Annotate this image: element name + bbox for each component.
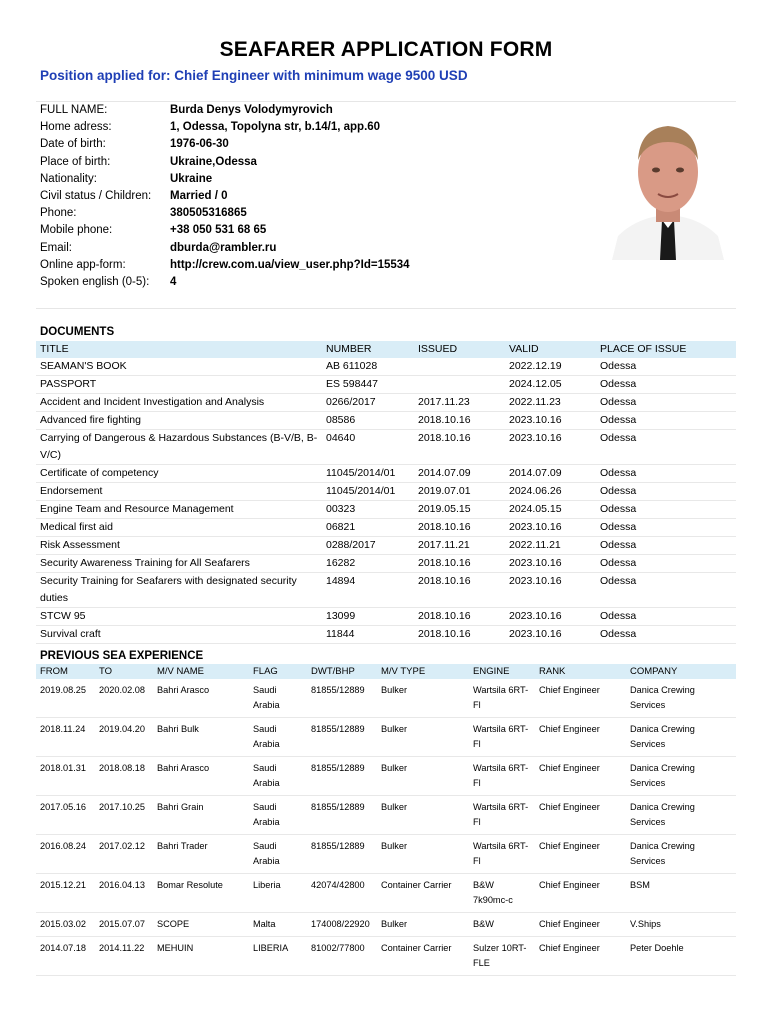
experience-cell: BSM <box>626 874 736 913</box>
experience-cell: 2017.05.16 <box>36 796 95 835</box>
document-cell: 2019.07.01 <box>414 483 505 501</box>
document-cell: 2018.10.16 <box>414 430 505 465</box>
experience-cell: Chief Engineer <box>535 913 626 937</box>
document-cell: Odessa <box>596 394 736 412</box>
document-cell: Odessa <box>596 465 736 483</box>
experience-cell: Danica Crewing Services <box>626 718 736 757</box>
experience-cell: Bomar Resolute <box>153 874 249 913</box>
experience-cell: B&W 7k90mc-c <box>469 874 535 913</box>
experience-cell: Malta <box>249 913 307 937</box>
form-title: SEAFARER APPLICATION FORM <box>219 38 553 61</box>
experience-cell: 2015.03.02 <box>36 913 95 937</box>
experience-cell: Bulker <box>377 718 469 757</box>
experience-column-header: FROM <box>36 664 95 679</box>
personal-label: Place of birth: <box>40 155 111 168</box>
personal-value: 380505316865 <box>170 207 247 220</box>
experience-header-row <box>36 664 736 679</box>
personal-info-section <box>36 101 736 309</box>
personal-label: FULL NAME: <box>40 104 108 116</box>
document-cell: Certificate of competency <box>36 465 322 483</box>
personal-value: Ukraine <box>170 172 213 185</box>
personal-value: +38 050 531 68 65 <box>170 224 267 237</box>
experience-cell: Container Carrier <box>377 874 469 913</box>
experience-cell: Bulker <box>377 796 469 835</box>
experience-row <box>36 679 736 718</box>
experience-cell: Chief Engineer <box>535 835 626 874</box>
document-cell: PASSPORT <box>36 376 322 394</box>
document-cell: 2018.10.16 <box>414 519 505 537</box>
document-cell: Survival craft <box>36 626 322 644</box>
experience-column-header: DWT/BHP <box>307 664 377 679</box>
personal-value: 1976-06-30 <box>170 138 229 151</box>
experience-cell: Bahri Grain <box>153 796 249 835</box>
document-cell: 2024.05.15 <box>505 501 596 519</box>
personal-label: Mobile phone: <box>40 224 113 237</box>
experience-cell: Wartsila 6RT-Fl <box>469 796 535 835</box>
document-cell: 2023.10.16 <box>505 430 596 465</box>
documents-table <box>36 341 736 644</box>
document-cell: 2017.11.23 <box>414 394 505 412</box>
experience-cell: 81855/12889 <box>307 718 377 757</box>
experience-cell: B&W <box>469 913 535 937</box>
document-cell: Odessa <box>596 483 736 501</box>
experience-cell: Saudi Arabia <box>249 835 307 874</box>
experience-row <box>36 757 736 796</box>
document-cell: Carrying of Dangerous & Hazardous Substances (B-V/B, B-V/C) <box>36 430 322 465</box>
experience-cell: Chief Engineer <box>535 796 626 835</box>
experience-cell: Chief Engineer <box>535 718 626 757</box>
experience-cell: Peter Doehle <box>626 937 736 976</box>
document-cell: 2023.10.16 <box>505 519 596 537</box>
document-cell: 11844 <box>322 626 414 644</box>
personal-value: 1, Odessa, Topolyna str, b.14/1, app.60 <box>170 121 381 134</box>
applicant-portrait-icon <box>604 108 732 260</box>
experience-cell: SCOPE <box>153 913 249 937</box>
experience-cell: Danica Crewing Services <box>626 796 736 835</box>
personal-value: Burda Denys Volodymyrovich <box>170 104 333 116</box>
document-cell: 00323 <box>322 501 414 519</box>
experience-cell: 42074/42800 <box>307 874 377 913</box>
document-cell: 2023.10.16 <box>505 626 596 644</box>
document-row <box>36 394 736 412</box>
experience-cell: Danica Crewing Services <box>626 757 736 796</box>
document-row <box>36 537 736 555</box>
position-applied: Position applied for: Chief Engineer with minimum wage 9500 USD <box>40 68 468 83</box>
personal-value: http://crew.com.ua/view_user.php?Id=15534 <box>170 258 410 271</box>
document-cell: Odessa <box>596 519 736 537</box>
document-cell: Odessa <box>596 412 736 430</box>
document-cell: Odessa <box>596 376 736 394</box>
document-cell: Accident and Incident Investigation and Analysis <box>36 394 322 412</box>
experience-column-header: M/V TYPE <box>377 664 469 679</box>
experience-column-header: M/V NAME <box>153 664 249 679</box>
experience-cell: 81002/77800 <box>307 937 377 976</box>
document-cell: Engine Team and Resource Management <box>36 501 322 519</box>
experience-cell: Bulker <box>377 757 469 796</box>
document-cell: 2023.10.16 <box>505 573 596 608</box>
personal-value: dburda@rambler.ru <box>170 241 277 254</box>
experience-row <box>36 835 736 874</box>
personal-label: Date of birth: <box>40 138 106 151</box>
document-cell: SEAMAN'S BOOK <box>36 358 322 376</box>
experience-cell: Saudi Arabia <box>249 718 307 757</box>
document-cell: Risk Assessment <box>36 537 322 555</box>
document-cell: 2018.10.16 <box>414 412 505 430</box>
personal-label: Home adress: <box>40 121 112 134</box>
documents-header-row <box>36 341 736 358</box>
document-cell: Odessa <box>596 573 736 608</box>
document-cell: 2017.11.21 <box>414 537 505 555</box>
experience-cell: Danica Crewing Services <box>626 679 736 718</box>
document-cell: AB 611028 <box>322 358 414 376</box>
document-row <box>36 555 736 573</box>
document-cell: 0266/2017 <box>322 394 414 412</box>
experience-cell: 174008/22920 <box>307 913 377 937</box>
documents-column-header: PLACE OF ISSUE <box>596 341 736 358</box>
experience-cell: 2015.12.21 <box>36 874 95 913</box>
experience-cell: Wartsila 6RT-Fl <box>469 718 535 757</box>
document-cell: Odessa <box>596 555 736 573</box>
personal-label: Spoken english (0-5): <box>40 276 150 288</box>
experience-column-header: ENGINE <box>469 664 535 679</box>
document-cell: Odessa <box>596 626 736 644</box>
personal-label: Phone: <box>40 207 77 220</box>
document-cell: Security Training for Seafarers with designated security duties <box>36 573 322 608</box>
experience-cell: 2014.11.22 <box>95 937 153 976</box>
document-row <box>36 519 736 537</box>
experience-cell: Chief Engineer <box>535 757 626 796</box>
experience-cell: 2019.04.20 <box>95 718 153 757</box>
experience-cell: 81855/12889 <box>307 796 377 835</box>
experience-cell: 2015.07.07 <box>95 913 153 937</box>
document-cell: 2022.11.23 <box>505 394 596 412</box>
document-cell: 2018.10.16 <box>414 608 505 626</box>
experience-cell: Container Carrier <box>377 937 469 976</box>
experience-cell: Bahri Trader <box>153 835 249 874</box>
experience-cell: Liberia <box>249 874 307 913</box>
document-cell: Odessa <box>596 537 736 555</box>
experience-cell: LIBERIA <box>249 937 307 976</box>
document-cell <box>414 376 505 394</box>
experience-cell: 81855/12889 <box>307 757 377 796</box>
documents-column-header: ISSUED <box>414 341 505 358</box>
document-row <box>36 626 736 644</box>
document-cell: Odessa <box>596 501 736 519</box>
document-cell: 2018.10.16 <box>414 626 505 644</box>
document-cell: Advanced fire fighting <box>36 412 322 430</box>
experience-cell: MEHUIN <box>153 937 249 976</box>
experience-cell: Bahri Arasco <box>153 757 249 796</box>
experience-title: PREVIOUS SEA EXPERIENCE <box>40 650 204 662</box>
document-cell: 2014.07.09 <box>505 465 596 483</box>
experience-row <box>36 796 736 835</box>
experience-cell: Wartsila 6RT-Fl <box>469 757 535 796</box>
document-cell: 2022.11.21 <box>505 537 596 555</box>
applicant-photo <box>604 108 732 260</box>
experience-cell: 2018.01.31 <box>36 757 95 796</box>
document-cell: 2018.10.16 <box>414 573 505 608</box>
experience-cell: 2016.04.13 <box>95 874 153 913</box>
document-cell: 16282 <box>322 555 414 573</box>
personal-value: 4 <box>170 276 177 288</box>
documents-column-header: VALID <box>505 341 596 358</box>
experience-cell: Wartsila 6RT-Fl <box>469 679 535 718</box>
document-cell: Odessa <box>596 430 736 465</box>
experience-cell: Danica Crewing Services <box>626 835 736 874</box>
experience-cell: Saudi Arabia <box>249 796 307 835</box>
document-row <box>36 501 736 519</box>
document-row <box>36 465 736 483</box>
document-cell: 2024.12.05 <box>505 376 596 394</box>
experience-cell: 2016.08.24 <box>36 835 95 874</box>
experience-cell: 2018.08.18 <box>95 757 153 796</box>
experience-cell: Bahri Bulk <box>153 718 249 757</box>
document-cell: Endorsement <box>36 483 322 501</box>
experience-table <box>36 664 736 976</box>
experience-cell: 2020.02.08 <box>95 679 153 718</box>
document-cell: 2023.10.16 <box>505 608 596 626</box>
document-cell: 0288/2017 <box>322 537 414 555</box>
experience-column-header: RANK <box>535 664 626 679</box>
experience-row <box>36 937 736 976</box>
documents-title: DOCUMENTS <box>40 326 115 338</box>
personal-label: Email: <box>40 241 72 254</box>
document-cell: Medical first aid <box>36 519 322 537</box>
personal-value: Married / 0 <box>170 190 228 202</box>
document-cell: 2018.10.16 <box>414 555 505 573</box>
experience-cell: Bulker <box>377 679 469 718</box>
documents-column-header: NUMBER <box>322 341 414 358</box>
document-cell: STCW 95 <box>36 608 322 626</box>
document-cell: ES 598447 <box>322 376 414 394</box>
experience-cell: 2018.11.24 <box>36 718 95 757</box>
document-row <box>36 412 736 430</box>
document-row <box>36 483 736 501</box>
experience-cell: Bulker <box>377 835 469 874</box>
documents-column-header: TITLE <box>36 341 322 358</box>
document-cell: 11045/2014/01 <box>322 465 414 483</box>
document-row <box>36 358 736 376</box>
document-cell: 08586 <box>322 412 414 430</box>
document-cell: 04640 <box>322 430 414 465</box>
document-cell: 2022.12.19 <box>505 358 596 376</box>
document-row <box>36 608 736 626</box>
experience-column-header: FLAG <box>249 664 307 679</box>
document-cell: Odessa <box>596 358 736 376</box>
experience-cell: 81855/12889 <box>307 679 377 718</box>
experience-cell: 2017.02.12 <box>95 835 153 874</box>
experience-cell: Chief Engineer <box>535 874 626 913</box>
personal-label: Nationality: <box>40 172 97 185</box>
document-cell: 11045/2014/01 <box>322 483 414 501</box>
experience-cell: V.Ships <box>626 913 736 937</box>
document-cell: 2023.10.16 <box>505 555 596 573</box>
experience-cell: Chief Engineer <box>535 679 626 718</box>
document-cell: 2019.05.15 <box>414 501 505 519</box>
experience-cell: Sulzer 10RT-FLE <box>469 937 535 976</box>
document-row <box>36 376 736 394</box>
document-cell: 06821 <box>322 519 414 537</box>
experience-cell: Saudi Arabia <box>249 679 307 718</box>
experience-row <box>36 718 736 757</box>
experience-cell: Bulker <box>377 913 469 937</box>
experience-cell: 2017.10.25 <box>95 796 153 835</box>
document-cell: 2023.10.16 <box>505 412 596 430</box>
experience-cell: 81855/12889 <box>307 835 377 874</box>
experience-cell: Chief Engineer <box>535 937 626 976</box>
experience-column-header: TO <box>95 664 153 679</box>
experience-cell: Bahri Arasco <box>153 679 249 718</box>
experience-cell: Saudi Arabia <box>249 757 307 796</box>
document-cell: 14894 <box>322 573 414 608</box>
document-cell: 2014.07.09 <box>414 465 505 483</box>
personal-label: Civil status / Children: <box>40 190 152 202</box>
personal-value: Ukraine,Odessa <box>170 155 257 168</box>
document-cell: 13099 <box>322 608 414 626</box>
experience-row <box>36 913 736 937</box>
experience-column-header: COMPANY <box>626 664 736 679</box>
document-cell: Odessa <box>596 608 736 626</box>
experience-cell: Wartsila 6RT-Fl <box>469 835 535 874</box>
experience-row <box>36 874 736 913</box>
document-cell: 2024.06.26 <box>505 483 596 501</box>
document-cell <box>414 358 505 376</box>
document-row <box>36 430 736 465</box>
document-row <box>36 573 736 608</box>
document-cell: Security Awareness Training for All Seafarers <box>36 555 322 573</box>
personal-label: Online app-form: <box>40 258 126 271</box>
experience-cell: 2014.07.18 <box>36 937 95 976</box>
experience-cell: 2019.08.25 <box>36 679 95 718</box>
